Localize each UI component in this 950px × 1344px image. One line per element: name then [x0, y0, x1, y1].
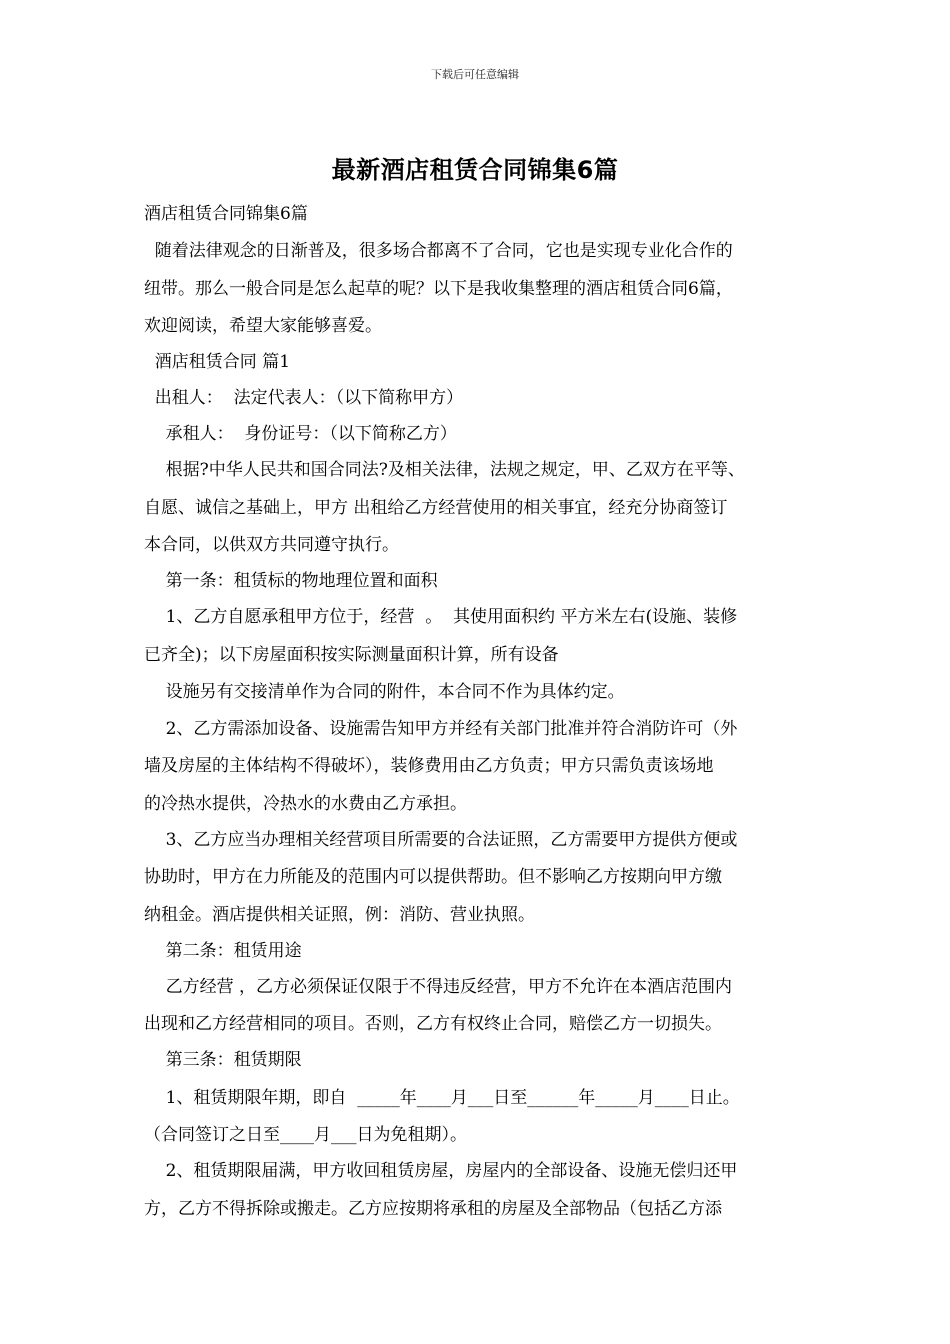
header-note: 下载后可任意编辑 [431, 68, 519, 81]
text-line: （合同签订之日至____月___日为免租期）。 [144, 1125, 467, 1145]
document-body [144, 196, 814, 1227]
text-line: 出现和乙方经营相同的项目。否则，乙方有权终止合同，赔偿乙方一切损失。 [144, 1014, 722, 1034]
text-line: 2、租赁期限届满，甲方收回租赁房屋，房屋内的全部设备、设施无偿归还甲 [144, 1161, 738, 1181]
text-line: 出租人： 法定代表人：（以下简称甲方） [144, 388, 464, 408]
text-line: 已齐全)；以下房屋面积按实际测量面积计算，所有设备 [144, 644, 559, 665]
text-line: 乙方经营 ，乙方必须保证仅限于不得违反经营，甲方不允许在本酒店范围内 [144, 976, 733, 997]
text-line: 酒店租赁合同 篇1 [144, 352, 291, 372]
text-line: 纽带。那么一般合同是怎么起草的呢？以下是我收集整理的酒店租赁合同6篇， [144, 279, 733, 299]
text-line: 欢迎阅读，希望大家能够喜爱。 [144, 316, 382, 336]
text-line: 自愿、诚信之基础上，甲方 出租给乙方经营使用的相关事宜，经充分协商签订 [144, 497, 728, 518]
text-line: 根据?中华人民共和国合同法?及相关法律，法规之规定，甲、乙双方在平等、 [144, 460, 745, 480]
text-line: 方，乙方不得拆除或搬走。乙方应按期将承租的房屋及全部物品（包括乙方添 [144, 1198, 722, 1219]
text-line: 协助时，甲方在力所能及的范围内可以提供帮助。但不影响乙方按期向甲方缴 [144, 867, 722, 887]
text-line: 3、乙方应当办理相关经营项目所需要的合法证照，乙方需要甲方提供方便或 [144, 829, 738, 850]
text-line: 本合同，以供双方共同遵守执行。 [144, 535, 399, 555]
text-line: 第一条：租赁标的物地理位置和面积 [144, 571, 438, 591]
text-line: 1、乙方自愿承租甲方位于，经营 。 其使用面积约 平方米左右(设施、装修 [144, 607, 738, 627]
document-title: 最新酒店租赁合同锦集6篇 [331, 156, 619, 184]
text-line: 设施另有交接清单作为合同的附件，本合同不作为具体约定。 [144, 681, 625, 702]
text-line: 2、乙方需添加设备、设施需告知甲方并经有关部门批准并符合消防许可（外 [144, 718, 738, 739]
text-line: 第三条：租赁期限 [144, 1050, 302, 1070]
text-line: 墙及房屋的主体结构不得破坏），装修费用由乙方负责；甲方只需负责该场地 [144, 756, 714, 776]
text-line: 随着法律观念的日渐普及，很多场合都离不了合同，它也是实现专业化合作的 [144, 241, 733, 261]
text-line: 1、租赁期限年期，即自 _____年____月___日至______年_____月____日止。 [144, 1087, 740, 1108]
text-line: 纳租金。酒店提供相关证照，例：消防、营业执照。 [144, 904, 535, 925]
text-line: 承租人： 身份证号：（以下简称乙方） [144, 424, 457, 444]
text-line: 的冷热水提供，冷热水的水费由乙方承担。 [144, 793, 467, 814]
text-line: 第二条：租赁用途 [144, 940, 302, 961]
text-line: 酒店租赁合同锦集6篇 [144, 204, 308, 224]
